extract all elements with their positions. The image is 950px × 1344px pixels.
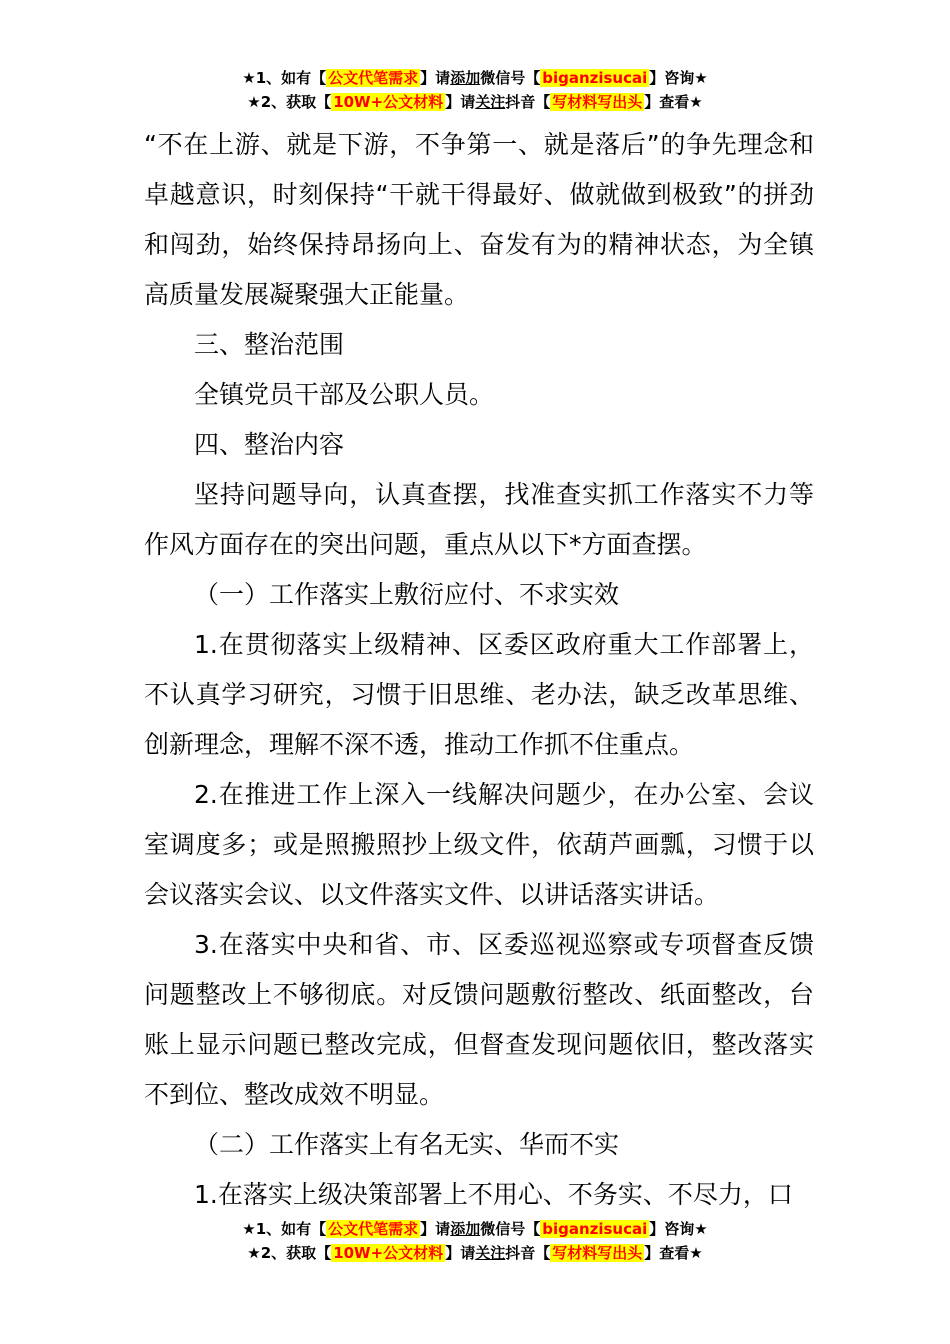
- banner-highlight: 10W+公文材料: [333, 93, 444, 111]
- banner-text: 微信号【: [480, 1220, 541, 1238]
- paragraph: 坚持问题导向，认真查摆，找准查实抓工作落实不力等作风方面存在的突出问题，重点从以下*方面查摆。: [144, 480, 814, 559]
- subsection-heading: （一）工作落实上敷衍应付、不求实效: [194, 580, 620, 609]
- banner-text: 】查看★: [644, 93, 703, 111]
- banner-text: 】请: [420, 69, 451, 87]
- banner-text: 】咨询★: [649, 1220, 708, 1238]
- banner-underline: 关注: [475, 1244, 506, 1262]
- banner-underline: 添加: [450, 1220, 481, 1238]
- banner-text: 】查看★: [644, 1244, 703, 1262]
- banner-underline: 关注: [475, 93, 506, 111]
- list-item: 3.在落实中央和省、市、区委巡视巡察或专项督查反馈问题整改上不够彻底。对反馈问题敷衍整改、纸面整改，台账上显示问题已整改完成，但督查发现问题依旧，整改落实不到位、整改成效不明显。: [144, 930, 814, 1109]
- banner-highlight: biganzisucai: [542, 1220, 648, 1238]
- banner-text: ★2、获取【: [247, 93, 332, 111]
- banner-text: 微信号【: [480, 69, 541, 87]
- banner-text: 抖音【: [505, 93, 551, 111]
- list-item: 1.在落实上级决策部署上不用心、不务实、不尽力，口: [194, 1180, 793, 1209]
- banner-highlight: biganzisucai: [542, 69, 648, 87]
- banner-text: 】咨询★: [649, 69, 708, 87]
- banner-highlight: 10W+公文材料: [333, 1244, 444, 1262]
- banner-highlight: 公文代笔需求: [328, 1220, 419, 1238]
- section-heading: 四、整治内容: [194, 430, 345, 459]
- banner-text: ★1、如有【: [242, 69, 327, 87]
- banner-text: ★1、如有【: [242, 1220, 327, 1238]
- banner-line-2: [0, 90, 950, 114]
- banner-text: 】请: [420, 1220, 451, 1238]
- header-banner: [0, 66, 950, 114]
- banner-underline: 添加: [450, 69, 481, 87]
- paragraph: “不在上游、就是下游，不争第一、就是落后”的争先理念和卓越意识，时刻保持“干就干得最好、做就做到极致”的拼劲和闯劲，始终保持昂扬向上、奋发有为的精神状态，为全镇高质量发展凝聚强大正能量。: [144, 130, 814, 309]
- banner-text: ★2、获取【: [247, 1244, 332, 1262]
- banner-line-2: [0, 1241, 950, 1265]
- banner-line-1: [0, 1217, 950, 1241]
- banner-text: 】请: [445, 93, 476, 111]
- banner-text: 抖音【: [505, 1244, 551, 1262]
- list-item: 1.在贯彻落实上级精神、区委区政府重大工作部署上，不认真学习研究，习惯于旧思维、老办法，缺乏改革思维、创新理念，理解不深不透，推动工作抓不住重点。: [144, 630, 814, 759]
- footer-banner: [0, 1217, 950, 1265]
- document-body: [144, 120, 814, 1220]
- subsection-heading: （二）工作落实上有名无实、华而不实: [194, 1130, 620, 1159]
- list-item: 2.在推进工作上深入一线解决问题少，在办公室、会议室调度多；或是照搬照抄上级文件，依葫芦画瓢，习惯于以会议落实会议、以文件落实文件、以讲话落实讲话。: [144, 780, 814, 909]
- banner-line-1: [0, 66, 950, 90]
- banner-highlight: 公文代笔需求: [328, 69, 419, 87]
- banner-highlight: 写材料写出头: [552, 93, 643, 111]
- banner-text: 】请: [445, 1244, 476, 1262]
- section-heading: 三、整治范围: [194, 330, 345, 359]
- banner-highlight: 写材料写出头: [552, 1244, 643, 1262]
- paragraph: 全镇党员干部及公职人员。: [194, 380, 495, 409]
